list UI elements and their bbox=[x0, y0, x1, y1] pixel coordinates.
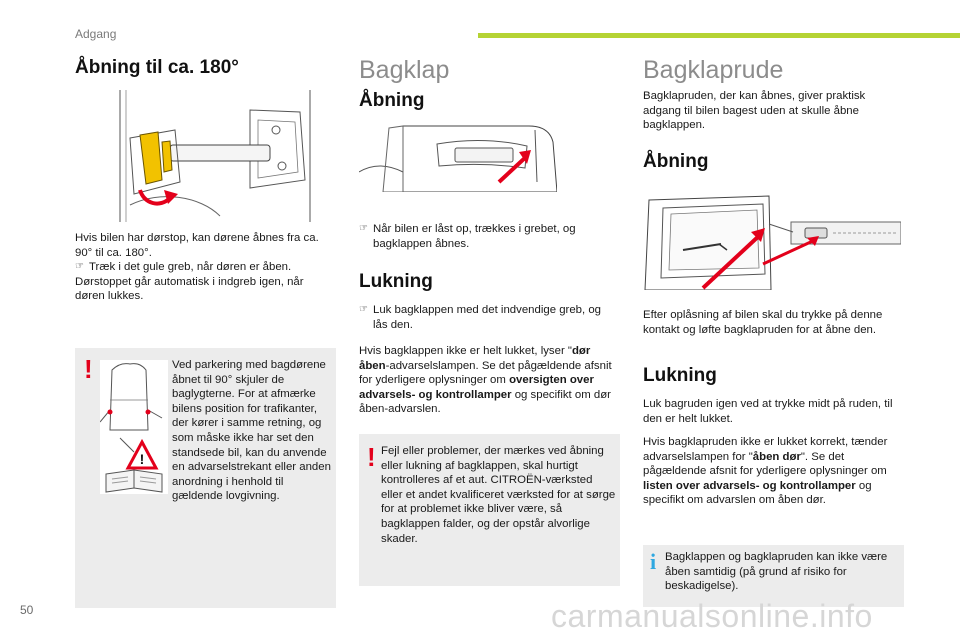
col1-warning-text: Ved parkering med bagdørene åbnet til 90° skjuler de baglygterne. For at afmærke bilens position for trafikanter, der kører i samme retning, og som måske ikke har set den standsede bil, kan du anvende en advarselstrekant eller anden anordning i henhold til gældende lovgivning. bbox=[172, 359, 331, 503]
watermark: carmanualsonline.info bbox=[551, 598, 873, 634]
rear-window-switch-illustration bbox=[643, 194, 901, 290]
heading-rear-window: Bagklaprude bbox=[643, 56, 784, 84]
heading-tailgate-opening: Åbning bbox=[359, 90, 425, 111]
col2-warning-text: Fejl eller problemer, der mærkes ved åbning eller lukning af bagklappen, skal hurtigt kontrolleres af et aut. CITROËN-værksted eller et andet kvalificeret værksted for at sørge for at problemet ikke bliver være, så bagklappen falder, og der opstår alvorlige skader. bbox=[381, 445, 616, 545]
pointing-hand-icon: ☞ bbox=[359, 304, 368, 315]
page-number: 50 bbox=[20, 603, 34, 617]
col3-info-text: Bagklappen og bagklapruden kan ikke være åben samtidig (på grund af risiko for beskadigelse). bbox=[665, 551, 888, 593]
vehicle-warning-triangle-illustration bbox=[100, 360, 168, 494]
info-icon: i bbox=[650, 549, 657, 574]
col1-intro: Hvis bilen har dørstop, kan dørene åbnes fra ca. 90° til ca. 180°. bbox=[75, 232, 319, 259]
heading-rear-window-opening: Åbning bbox=[643, 151, 709, 172]
pointing-hand-icon: ☞ bbox=[75, 261, 84, 273]
col3-intro: Bagklapruden, der kan åbnes, giver praktisk adgang til bilen bagest uden at skulle åbne bagklappen. bbox=[643, 90, 866, 132]
col1-after: Dørstoppet går automatisk i indgreb igen, når døren lukkes. bbox=[75, 275, 304, 303]
door-stop-illustration bbox=[100, 90, 328, 222]
col3-opening-text: Efter oplåsning af bilen skal du trykke på denne kontakt og løfte bagklapruden for at åbne den. bbox=[643, 309, 883, 336]
tailgate-handle-illustration bbox=[359, 122, 557, 192]
col1-warning-box bbox=[75, 348, 336, 608]
col2-door-open-paragraph: Hvis bagklappen ikke er helt lukket, lyser "dør åben-advarselslampen. Se det pågældende afsnit for yderligere oplysninger om oversigten over advarsels- og kontrollamper og specifikt om dør åben-advarslen. bbox=[359, 345, 612, 416]
col3-door-open-paragraph: Hvis bagklapruden ikke er lukket korrekt, tænder advarselslampen for "åben dør". Se det pågældende afsnit for yderligere oplysninger om listen over advarsels- og kontrollamper og specifikt om advarslen om åben dør. bbox=[643, 436, 888, 507]
exclamation-icon: ! bbox=[367, 442, 376, 472]
col1-body bbox=[75, 231, 327, 304]
heading-opening-180: Åbning til ca. 180° bbox=[75, 57, 239, 78]
exclamation-icon: ! bbox=[84, 354, 93, 384]
heading-tailgate-closing: Lukning bbox=[359, 271, 433, 292]
heading-tailgate: Bagklap bbox=[359, 56, 450, 84]
pointing-hand-icon: ☞ bbox=[359, 223, 368, 234]
col2-warning-box bbox=[359, 434, 620, 586]
heading-rear-window-closing: Lukning bbox=[643, 365, 717, 386]
col2-opening-bullet: ☞ Når bilen er låst op, trækkes i grebet, og bagklappen åbnes. bbox=[359, 223, 576, 250]
section-title: Adgang bbox=[75, 27, 117, 41]
col1-bullet: ☞ Træk i det gule greb, når døren er åben. bbox=[75, 261, 292, 274]
section-accent-bar bbox=[478, 33, 960, 38]
col2-closing-bullet: ☞ Luk bagklappen med det indvendige greb, og lås den. bbox=[359, 304, 601, 331]
col3-closing-text: Luk bagruden igen ved at trykke midt på ruden, til den er helt lukket. bbox=[643, 398, 893, 425]
svg-text:!: ! bbox=[139, 451, 145, 467]
